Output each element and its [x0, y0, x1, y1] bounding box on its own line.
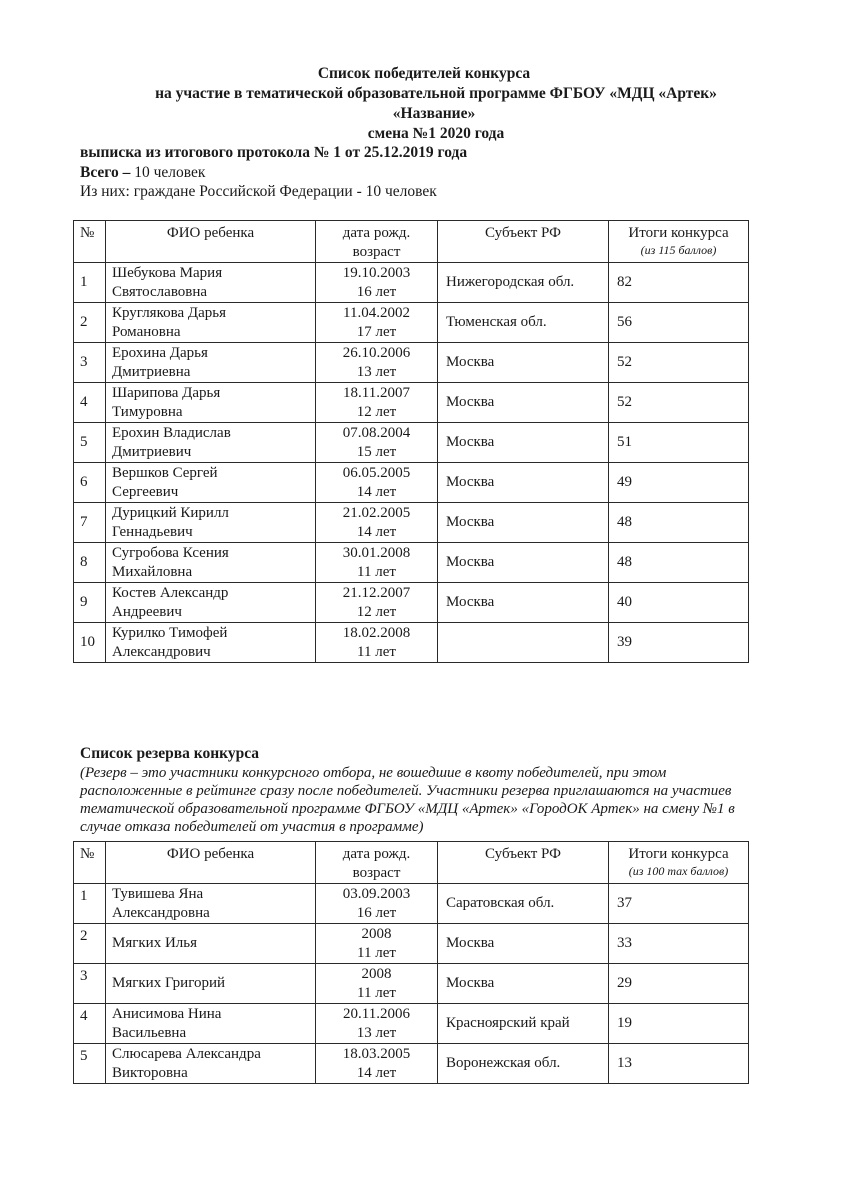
- age: 11 лет: [357, 984, 396, 1001]
- birth-date: 07.08.2004: [342, 424, 411, 441]
- child-name: [106, 463, 316, 503]
- total-label: Всего –: [80, 164, 135, 181]
- child-name-line2: Дмитриевна: [112, 363, 191, 380]
- birth-date: 26.10.2006: [342, 344, 411, 361]
- row-num: 2: [74, 303, 106, 343]
- child-name-line1: Круглякова Дарья: [112, 304, 227, 321]
- table-row: [74, 263, 749, 303]
- table-row: [74, 303, 749, 343]
- protocol-extract: выписка из итогового протокола № 1 от 25.12.2019 года: [80, 144, 468, 161]
- header-num: №: [74, 221, 106, 263]
- birth-date-age: [316, 463, 438, 503]
- row-num: 4: [74, 383, 106, 423]
- row-num: 2: [74, 924, 106, 964]
- region: Воронежская обл.: [438, 1044, 609, 1084]
- child-name: [106, 1004, 316, 1044]
- child-name-line1: Курилко Тимофей: [112, 624, 228, 641]
- row-num: 7: [74, 503, 106, 543]
- child-name-line2: Александрович: [112, 643, 211, 660]
- program-line: на участие в тематической образовательной программе ФГБОУ «МДЦ «Артек»: [155, 85, 717, 102]
- age: 15 лет: [356, 443, 397, 460]
- document-title: Список победителей конкурса: [317, 65, 531, 82]
- score: 56: [609, 303, 749, 343]
- birth-date: 30.01.2008: [342, 544, 411, 561]
- birth-date-age: [316, 583, 438, 623]
- birth-date: 2008: [361, 965, 392, 982]
- total-value: 10 человек: [134, 164, 206, 181]
- region: Москва: [438, 343, 609, 383]
- child-name: [106, 964, 316, 1004]
- row-num: 5: [74, 1044, 106, 1084]
- header-name: ФИО ребенка: [106, 221, 316, 263]
- reserve-table: [73, 841, 749, 1084]
- age: 13 лет: [356, 363, 397, 380]
- age: 14 лет: [356, 1064, 397, 1081]
- child-name-line2: Геннадьевич: [112, 523, 193, 540]
- age: 12 лет: [356, 403, 397, 420]
- score: 48: [609, 543, 749, 583]
- header-date-line2: возраст: [352, 865, 401, 881]
- table-row: [74, 583, 749, 623]
- region: Москва: [438, 583, 609, 623]
- birth-date: 21.02.2005: [342, 504, 411, 521]
- child-name: [106, 343, 316, 383]
- birth-date: 21.12.2007: [342, 584, 411, 601]
- birth-date-age: [316, 1044, 438, 1084]
- score: 19: [609, 1004, 749, 1044]
- child-name-line1: Слюсарева Александра: [112, 1045, 261, 1062]
- header-score: [609, 221, 749, 263]
- birth-date: 06.05.2005: [342, 464, 411, 481]
- birth-date: 03.09.2003: [342, 885, 411, 902]
- score: 82: [609, 263, 749, 303]
- region: [438, 623, 609, 663]
- child-name-line1: Мягких Илья: [112, 935, 198, 951]
- header-date-line2: возраст: [352, 244, 401, 260]
- table-row: [74, 1044, 749, 1084]
- child-name-line2: Дмитриевич: [112, 443, 192, 460]
- region: Красноярский край: [438, 1004, 609, 1044]
- table-row: [74, 503, 749, 543]
- table-row: [74, 543, 749, 583]
- region: Москва: [438, 503, 609, 543]
- birth-date: 11.04.2002: [343, 304, 410, 321]
- age: 11 лет: [357, 643, 396, 660]
- child-name-line1: Костев Александр: [112, 584, 229, 601]
- reserve-title: Список резерва конкурса: [80, 745, 260, 762]
- birth-date: 18.02.2008: [342, 624, 411, 641]
- table-row: [74, 924, 749, 964]
- child-name-line2: Андреевич: [112, 603, 182, 620]
- header-score-note: (из 100 max баллов): [628, 864, 729, 878]
- citizens-count: Из них: граждане Российской Федерации - 10 человек: [80, 183, 437, 200]
- score: 40: [609, 583, 749, 623]
- age: 17 лет: [356, 323, 397, 340]
- birth-date: 18.03.2005: [342, 1045, 411, 1062]
- birth-date-age: [316, 343, 438, 383]
- row-num: 3: [74, 964, 106, 1004]
- table-row: [74, 884, 749, 924]
- score: 29: [609, 964, 749, 1004]
- score: 52: [609, 383, 749, 423]
- region: Москва: [438, 964, 609, 1004]
- child-name-line1: Анисимова Нина: [112, 1005, 222, 1022]
- birth-date-age: [316, 964, 438, 1004]
- region: Москва: [438, 543, 609, 583]
- score: 33: [609, 924, 749, 964]
- child-name-line1: Мягких Григорий: [112, 975, 226, 991]
- birth-date: 2008: [361, 925, 392, 942]
- child-name-line1: Ерохина Дарья: [112, 344, 208, 361]
- child-name-line2: Сергеевич: [112, 483, 179, 500]
- row-num: 8: [74, 543, 106, 583]
- birth-date: 18.11.2007: [343, 384, 410, 401]
- table-row: [74, 343, 749, 383]
- table-row: [74, 423, 749, 463]
- child-name-line1: Тувишева Яна: [112, 885, 204, 902]
- child-name-line1: Дурицкий Кирилл: [112, 504, 229, 521]
- header-region: Субъект РФ: [438, 221, 609, 263]
- child-name-line2: Романовна: [112, 323, 181, 340]
- child-name-line1: Шебукова Мария: [112, 264, 223, 281]
- child-name-line1: Сугробова Ксения: [112, 544, 229, 561]
- header-date-line1: дата рожд.: [342, 225, 411, 241]
- child-name-line2: Тимуровна: [112, 403, 183, 420]
- child-name: [106, 383, 316, 423]
- age: 13 лет: [356, 1024, 397, 1041]
- birth-date-age: [316, 1004, 438, 1044]
- score: 37: [609, 884, 749, 924]
- child-name: [106, 924, 316, 964]
- row-num: 3: [74, 343, 106, 383]
- child-name-line2: Святославовна: [112, 283, 208, 300]
- table-row: [74, 964, 749, 1004]
- header-score-note: (из 115 баллов): [640, 243, 717, 257]
- child-name: [106, 263, 316, 303]
- birth-date-age: [316, 263, 438, 303]
- age: 11 лет: [357, 944, 396, 961]
- score: 13: [609, 1044, 749, 1084]
- table-row: [74, 623, 749, 663]
- table-header-row: [74, 221, 749, 263]
- child-name: [106, 503, 316, 543]
- region: Москва: [438, 423, 609, 463]
- age: 16 лет: [356, 283, 397, 300]
- table-row: [74, 383, 749, 423]
- table-header-row: [74, 842, 749, 884]
- age: 14 лет: [356, 483, 397, 500]
- birth-date-age: [316, 503, 438, 543]
- birth-date: 20.11.2006: [343, 1005, 410, 1022]
- child-name: [106, 623, 316, 663]
- child-name: [106, 303, 316, 343]
- table-row: [74, 1004, 749, 1044]
- child-name-line1: Шарипова Дарья: [112, 384, 221, 401]
- header-date: [316, 221, 438, 263]
- row-num: 9: [74, 583, 106, 623]
- age: 11 лет: [357, 563, 396, 580]
- region: Москва: [438, 463, 609, 503]
- age: 14 лет: [356, 523, 397, 540]
- total-count: [80, 163, 205, 182]
- header-num: №: [74, 842, 106, 884]
- score: 49: [609, 463, 749, 503]
- header-region: Субъект РФ: [438, 842, 609, 884]
- child-name: [106, 583, 316, 623]
- birth-date-age: [316, 543, 438, 583]
- table-row: [74, 463, 749, 503]
- child-name: [106, 1044, 316, 1084]
- row-num: 4: [74, 1004, 106, 1044]
- row-num: 5: [74, 423, 106, 463]
- birth-date-age: [316, 423, 438, 463]
- child-name-line2: Васильевна: [112, 1024, 187, 1041]
- score: 51: [609, 423, 749, 463]
- score: 48: [609, 503, 749, 543]
- region: Москва: [438, 383, 609, 423]
- birth-date-age: [316, 383, 438, 423]
- session-line: смена №1 2020 года: [367, 125, 505, 142]
- row-num: 10: [74, 623, 106, 663]
- score: 52: [609, 343, 749, 383]
- age: 12 лет: [356, 603, 397, 620]
- age: 16 лет: [356, 904, 397, 921]
- region: Москва: [438, 924, 609, 964]
- row-num: 6: [74, 463, 106, 503]
- row-num: 1: [74, 884, 106, 924]
- program-name: «Название»: [392, 105, 476, 122]
- winners-table: [73, 220, 749, 663]
- region: Саратовская обл.: [438, 884, 609, 924]
- score: 39: [609, 623, 749, 663]
- header-date-line1: дата рожд.: [342, 846, 411, 862]
- header-score: [609, 842, 749, 884]
- child-name-line2: Александровна: [112, 904, 210, 921]
- child-name: [106, 543, 316, 583]
- region: Нижегородская обл.: [438, 263, 609, 303]
- child-name-line1: Ерохин Владислав: [112, 424, 231, 441]
- header-score-label: Итоги конкурса: [628, 846, 729, 862]
- header-score-label: Итоги конкурса: [628, 225, 729, 241]
- birth-date: 19.10.2003: [342, 264, 411, 281]
- reserve-note: (Резерв – это участники конкурсного отбора, не вошедшие в квоту победителей, при этом расположенные в рейтинге сразу после победителей. Участники резерва приглашаются на участиев тематической образовательной программе ФГБОУ «МДЦ «Артек» «ГородОК Артек» на смену №1 в случае отказа победителей от участия в программе): [80, 765, 735, 835]
- header-name: ФИО ребенка: [106, 842, 316, 884]
- child-name-line1: Вершков Сергей: [112, 464, 218, 481]
- child-name: [106, 423, 316, 463]
- child-name-line2: Михайловна: [112, 563, 193, 580]
- header-date: [316, 842, 438, 884]
- child-name: [106, 884, 316, 924]
- region: Тюменская обл.: [438, 303, 609, 343]
- row-num: 1: [74, 263, 106, 303]
- child-name-line2: Викторовна: [112, 1064, 188, 1081]
- birth-date-age: [316, 303, 438, 343]
- birth-date-age: [316, 884, 438, 924]
- birth-date-age: [316, 924, 438, 964]
- birth-date-age: [316, 623, 438, 663]
